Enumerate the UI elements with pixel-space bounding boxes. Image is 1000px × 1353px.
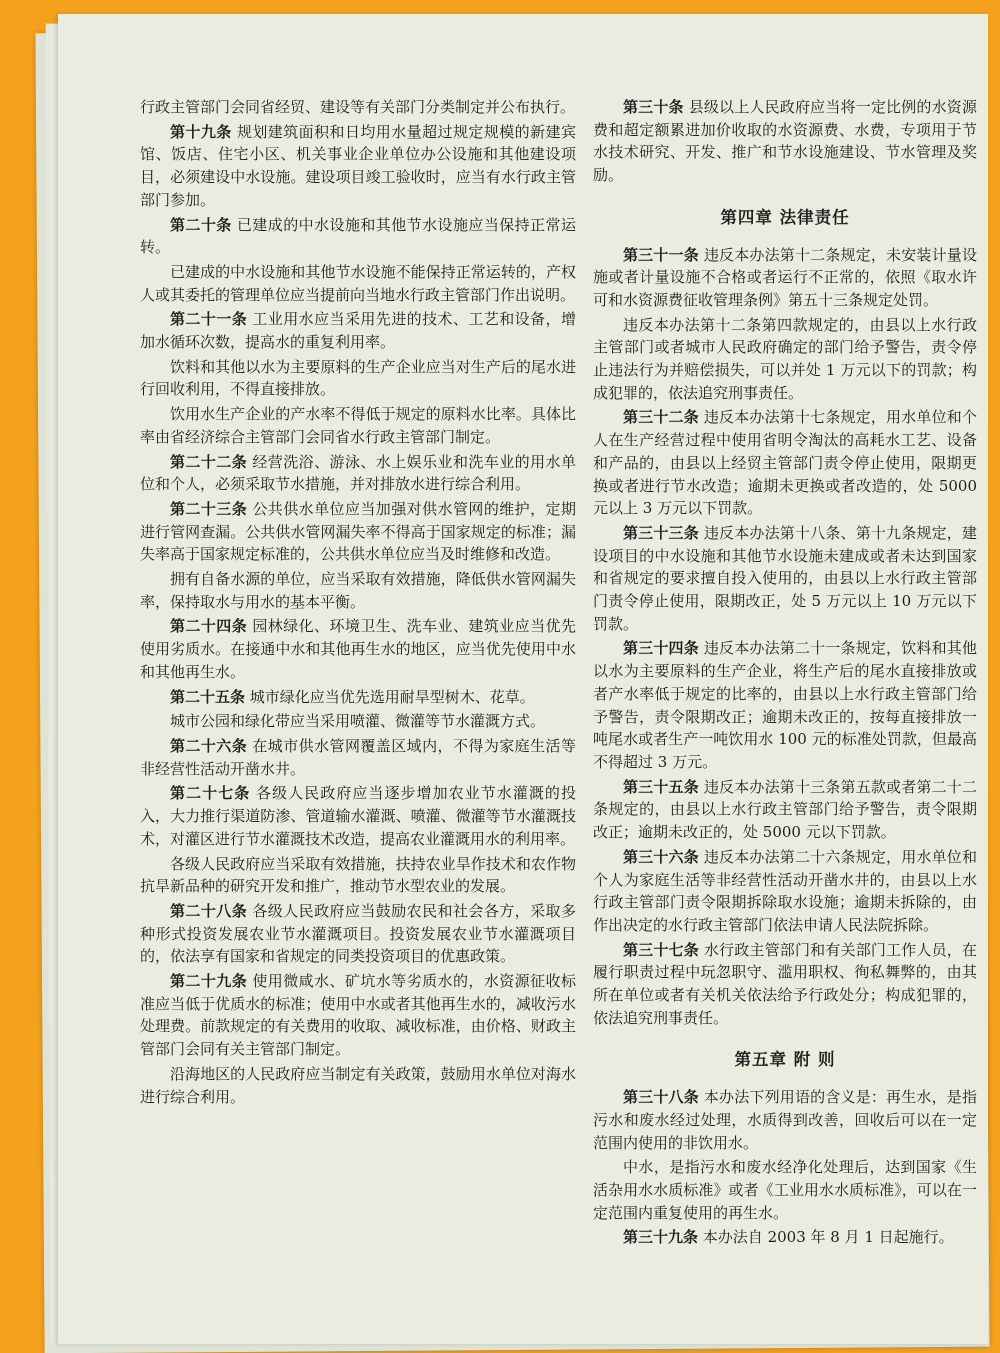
paragraph-text: 本办法下列用语的含义是：再生水，是指污水和废水经过处理，水质得到改善，回收后可以在一定范围内使用的非饮用水。 [593,1088,977,1152]
article-label: 第三十八条 [623,1088,699,1107]
paragraph-text: 在城市供水管网覆盖区域内，不得为家庭生活等非经营性活动开凿水井。 [140,736,576,778]
article-label: 第二十五条 [170,687,246,706]
article-label: 第三十五条 [623,777,699,796]
article-paragraph [140,498,576,566]
paragraph-text: 饮料和其他以水为主要原料的生产企业应当对生产后的尾水进行回收利用，不得直接排放。 [140,357,576,399]
article-label: 第三十六条 [623,847,699,866]
paragraph-text: 已建成的中水设施和其他节水设施应当保持正常运转。 [140,215,576,257]
article-label: 第三十三条 [623,523,699,542]
paragraph-text: 违反本办法第十七条规定，用水单位和个人在生产经营过程中使用省明令淘汰的高耗水工艺、设备和产品的，由县以上经贸主管部门责令停止使用，限期更换或者进行节水改造；逾期未更换或者改造的，处 5000 元以上 3 万元以下罚款。 [593,408,977,518]
article-label: 第十九条 [170,122,232,141]
paragraph [140,356,576,401]
article-label: 第二十四条 [170,617,248,636]
paragraph-text: 行政主管部门会同省经贸、建设等有关部门分类制定并公布执行。 [140,98,576,116]
right-column [593,96,977,1251]
paragraph-text: 公共供水单位应当加强对供水管网的维护，定期进行管网查漏。公共供水管网漏失率不得高于国家规定的标准；漏失率高于国家规定标准的，公共供水单位应当及时维修和改造。 [140,499,576,564]
left-column [140,96,576,1110]
paragraph [140,1063,576,1108]
article-paragraph [593,846,977,937]
article-label: 第二十六条 [170,736,248,755]
paragraph-text: 违反本办法第十二条规定，未安装计量设施或者计量设施不合格或者运行不正常的，依照《取水许可和水资源费征收管理条例》第五十三条规定处罚。 [593,245,977,309]
article-paragraph [593,406,977,520]
paragraph [593,314,977,405]
paragraph [140,261,576,306]
article-label: 第二十八条 [170,901,248,920]
article-paragraph [140,782,576,850]
document-page [58,14,988,1344]
paragraph-text: 中水，是指污水和废水经净化处理后，达到国家《生活杂用水水质标准》或者《工业用水水质标准》，可以在一定范围内重复使用的再生水。 [593,1158,977,1222]
article-paragraph [140,214,576,259]
paragraph [140,710,576,733]
paragraph-text: 本办法自 2003 年 8 月 1 日起施行。 [702,1228,954,1247]
paragraph-text: 饮用水生产企业的产水率不得低于规定的原料水比率。具体比率由省经济综合主管部门会同省水行政主管部门制定。 [140,405,576,446]
paragraph-text: 违反本办法第十二条第四款规定的，由县以上水行政主管部门或者城市人民政府确定的部门给予警告，责令停止违法行为并赔偿损失，可以并处 1 万元以下的罚款；构成犯罪的，依法追究刑事责任。 [593,315,977,402]
paragraph-text: 拥有自备水源的单位，应当采取有效措施，降低供水管网漏失率，保持取水与用水的基本平衡。 [140,570,576,611]
article-paragraph [593,244,977,312]
paragraph-text: 已建成的中水设施和其他节水设施不能保持正常运转的，产权人或其委托的管理单位应当提前向当地水行政主管部门作出说明。 [140,262,576,304]
article-paragraph [593,522,977,636]
article-label: 第三十一条 [623,245,699,264]
paragraph-text: 工业用水应当采用先进的技术、工艺和设备，增加水循环次数，提高水的重复利用率。 [140,310,576,352]
paragraph-text: 沿海地区的人民政府应当制定有关政策，鼓励用水单位对海水进行综合利用。 [140,1064,576,1106]
article-paragraph [593,939,977,1030]
article-paragraph [140,686,576,709]
article-paragraph [593,1086,977,1154]
paragraph-text: 违反本办法第十八条、第十九条规定，建设项目的中水设施和其他节水设施未建成或者未达到国家和省规定的要求擅自投入使用的，由县以上水行政主管部门责令停止使用，限期改正，处 5 万元以上 10 万元以下罚款。 [593,523,977,633]
article-label: 第三十条 [623,98,684,116]
paragraph-text: 各级人民政府应当采取有效措施，扶持农业旱作技术和农作物抗旱新品种的研究开发和推广，推动节水型农业的发展。 [140,854,576,896]
paragraph-text: 规划建筑面积和日均用水量超过规定规模的新建宾馆、饭店、住宅小区、机关事业企业单位办公设施和其他建设项目，必须建设中水设施。建设项目竣工验收时，应当有水行政主管部门参加。 [140,122,576,209]
article-paragraph [140,900,576,968]
article-label: 第二十二条 [170,452,248,471]
article-label: 第三十四条 [623,639,699,658]
article-paragraph [140,308,576,353]
article-label: 第三十七条 [623,940,699,959]
paragraph [140,568,576,613]
paragraph-text: 违反本办法第十三条第五款或者第二十二条规定的，由县以上水行政主管部门给予警告，责令限期改正；逾期未改正的，处 5000 元以下罚款。 [593,777,977,842]
paragraph [140,403,576,448]
article-paragraph [593,637,977,773]
paragraph-text: 各级人民政府应当逐步增加农业节水灌溉的投入，大力推行渠道防渗、管道输水灌溉、喷灌、微灌等节水灌溉技术，对灌区进行节水灌溉技术改造，提高农业灌溉用水的利用率。 [140,784,576,848]
article-paragraph [593,776,977,844]
chapter-heading: 第四章 法律责任 [720,207,850,227]
article-label: 第二十九条 [170,972,248,991]
article-paragraph [140,615,576,683]
paragraph-text: 使用微咸水、矿坑水等劣质水的，水资源征收标准应当低于优质水的标准；使用中水或者其他再生水的，减收污水处理费。前款规定的有关费用的收取、减收标准，由价格、财政主管部门会同有关主管部门制定。 [140,972,576,1059]
article-label: 第二十一条 [170,310,248,329]
article-label: 第三十九条 [623,1228,699,1247]
article-label: 第二十条 [170,215,232,234]
chapter-heading: 第五章 附 则 [734,1050,836,1070]
paragraph-text: 违反本办法第二十一条规定，饮料和其他以水为主要原料的生产企业，将生产后的尾水直接排放或者产水率低于规定的比率的，由县以上水行政主管部门给予警告，责令限期改正；逾期未改正的，按每直接排放一吨尾水或者生产一吨饮用水 100 元的标准处罚款，但最高不得超过 3 万元。 [593,639,977,771]
paragraph [593,1156,977,1224]
continued-paragraph [140,96,576,119]
article-label: 第二十三条 [170,499,248,518]
article-label: 第二十七条 [170,784,251,803]
article-paragraph [593,1226,977,1249]
article-paragraph [140,451,576,496]
paragraph-text: 城市公园和绿化带应当采用喷灌、微灌等节水灌溉方式。 [170,712,546,731]
paragraph-text: 违反本办法第二十六条规定，用水单位和个人为家庭生活等非经营性活动开凿水井的，由县以上水行政主管部门责令限期拆除取水设施；逾期未拆除的，由作出决定的水行政主管部门依法申请人民法院拆除。 [593,847,977,934]
paragraph-text: 经营洗浴、游泳、水上娱乐业和洗车业的用水单位和个人，必须采取节水措施，并对排放水进行综合利用。 [140,452,576,494]
article-label: 第三十二条 [623,408,699,427]
paragraph-text: 各级人民政府应当鼓励农民和社会各方，采取多种形式投资发展农业节水灌溉项目。投资发展农业节水灌溉项目的，依法享有国家和省规定的同类投资项目的优惠政策。 [140,901,576,966]
paragraph-text: 城市绿化应当优先选用耐旱型树木、花草。 [249,687,535,706]
paragraph-text: 园林绿化、环境卫生、洗车业、建筑业应当优先使用劣质水。在接通中水和其他再生水的地区，应当优先使用中水和其他再生水。 [140,617,576,681]
article-paragraph [140,735,576,780]
article-paragraph [593,96,977,187]
paragraph [140,853,576,898]
article-paragraph [140,121,576,212]
paragraph-text: 县级以上人民政府应当将一定比例的水资源费和超定额累进加价收取的水资源费、水费，专项用于节水技术研究、开发、推广和节水设施建设、节水管理及奖励。 [593,98,977,185]
paragraph-text: 水行政主管部门和有关部门工作人员，在履行职责过程中玩忽职守、滥用职权、徇私舞弊的，由其所在单位或者有关机关依法给予行政处分；构成犯罪的，依法追究刑事责任。 [593,940,977,1027]
article-paragraph [140,970,576,1061]
